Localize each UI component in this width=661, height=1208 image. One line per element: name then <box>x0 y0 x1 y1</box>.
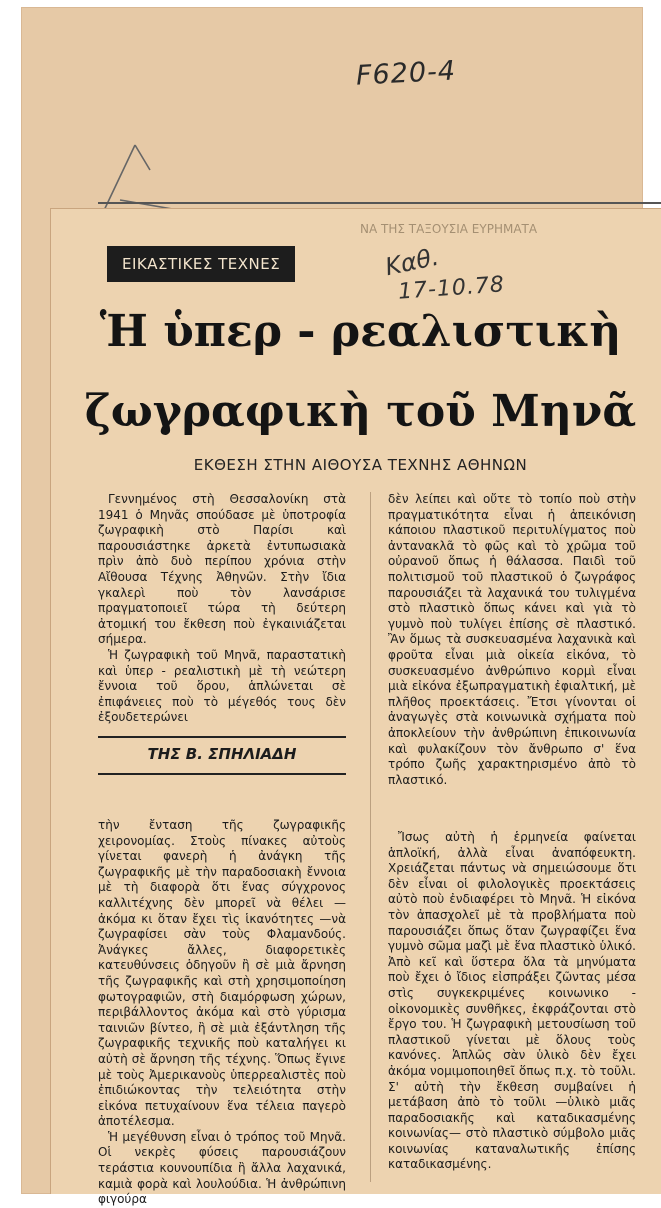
byline-rule-bottom <box>98 773 346 775</box>
faded-header-strip: ΝΑ ΤΗΣ ΤΑΞΟΥΣΙΑ ΕΥΡΗΜΑΤΑ <box>360 222 538 236</box>
handwritten-date: 17-10.78 <box>397 272 506 305</box>
handwritten-source: Καθ. <box>382 242 442 282</box>
paragraph: Ἡ μεγέθυνση εἶναι ὁ τρόπος τοῦ Μηνᾶ. Οἱ νεκρὲς φύσεις παρουσιάζουν τεράστια κουνουπίδια ἢ ἄλλα λαχανικά, καμιὰ φορὰ καὶ λουλούδια. Ἡ ἀνθρώπινη φιγούρα <box>98 1129 346 1207</box>
pencil-rule-line <box>98 202 661 204</box>
byline: ΤΗΣ Β. ΣΠΗΛΙΑΔΗ <box>147 745 297 763</box>
section-label: ΕΙΚΑΣΤΙΚΕΣ ΤΕΧΝΕΣ <box>107 246 295 282</box>
article-column-1 <box>98 492 346 726</box>
headline-line-1: Ἡ ὑπερ - ρεαλιστικὴ <box>99 306 622 357</box>
article-column-4 <box>388 830 636 1173</box>
paragraph: Ἡ ζωγραφικὴ τοῦ Μηνᾶ, παραστατικὴ καὶ ὑπερ - ρεαλιστικὴ μὲ τὴ νεώτερη ἔννοια τοῦ ὅρου, ἁπλώνεται σὲ ἐπιφάνειες ποὺ τὸ μέγεθός τους δὲν ἐξουδετερώνει <box>98 647 346 725</box>
byline-rule-top <box>98 736 346 738</box>
article-column-2 <box>98 818 346 1208</box>
article-column-3 <box>388 492 636 788</box>
headline-line-2: ζωγραφικὴ τοῦ Μηνᾶ <box>84 386 637 437</box>
paragraph: δὲν λείπει καὶ οὔτε τὸ τοπίο ποὺ στὴν πραγματικότητα εἶναι ἡ ἀπεικόνιση κάποιου πλαστικοῦ περιτυλίγματος ποὺ ἀντανακλᾶ τὸ φῶς καὶ τὸ χρῶμα τοῦ οὐρανοῦ ὅπως ἡ θάλασσα. Παιδὶ τοῦ πολιτισμοῦ τοῦ πλαστικοῦ ὁ ζωγράφος παρουσιάζει τὰ λαχανικά του τυλιγμένα στὸ πλαστικὸ ὅπως κάνει καὶ γιὰ τὸ γυμνὸ ποὺ τυλίγει ἐπίσης σὲ πλαστικό. Ἂν ὅμως τὰ συσκευασμένα λαχανικὰ καὶ φροῦτα εἶναι μιὰ οἰκεία εἰκόνα, τὸ συσκευασμένο ἀνθρώπινο κορμὶ εἶναι μιὰ εἰκόνα ἐξωπραγματικὴ ἐφιαλτική, μὲ πλῆθος προεκτάσεις. Ἔτσι γίνονται οἱ ἀναγωγὲς στὰ κοινωνικὰ σχήματα ποὺ ἀποκλείουν τὴν ἀνθρώπινη ἐπικοινωνία καὶ φυλακίζουν τὸν ἄνθρωπο σ' ἕνα τρόπο ζωῆς χαρακτηρισμένο ἀπὸ τὸ πλαστικό. <box>388 492 636 787</box>
paragraph: τὴν ἔνταση τῆς ζωγραφικῆς χειρονομίας. Στοὺς πίνακες αὐτοὺς γίνεται φανερὴ ἡ ἀνάγκη τῆς ζωγραφικῆς μὲ τὴν παραδοσιακὴ ἔννοια μὲ τὴ διαφορὰ ὅτι ἕνας σύγχρονος καλλιτέχνης δὲν μπορεῖ νὰ θέλει —ἀκόμα κι ὅταν ἔχει τὶς ἱκανότητες —νὰ ζωγραφίσει σὰν τοὺς Φλαμανδούς. Ἀνάγκες ἄλλες, διαφορετικὲς κατευθύνσεις ὁδηγοῦν ἢ σὲ μιὰ ἄρνηση τῆς ζωγραφικῆς καὶ στὴ χρησιμοποίηση φωτογραφιῶν, στὴ διαμόρφωση χώρων, περιβάλλοντος ἀκόμα καὶ στὸ γύρισμα ταινιῶν βίντεο, ἢ σὲ μιὰ ἐξάντληση τῆς ζωγραφικῆς τεχνικῆς ποὺ καταλήγει κι αὐτὴ σὲ ἄρνηση τῆς τέχνης. Ὅπως ἔγινε μὲ τοὺς Ἀμερικανοὺς ὑπερρεαλιστὲς ποὺ ἐπιδιώκοντας τὴν τελειότητα στὴν εἰκόνα πετυχαίνουν ἕνα τέλεια παγερὸ ἀποτέλεσμα. <box>98 818 346 1129</box>
column-divider <box>370 492 371 1182</box>
subheadline: ΕΚΘΕΣΗ ΣΤΗΝ ΑΙΘΟΥΣΑ ΤΕΧΝΗΣ ΑΘΗΝΩΝ <box>193 456 528 474</box>
paragraph: Γεννημένος στὴ Θεσσαλονίκη στὰ 1941 ὁ Μηνᾶς σπούδασε μὲ ὑποτροφία ζωγραφικὴ στὸ Παρίσι καὶ παρουσιάστηκε ἀρκετὰ ἐντυπωσιακὰ πρὶν ἀπὸ δυὸ περίπου χρόνια στὴν Αἴθουσα Τέχνης Ἀθηνῶν. Στὴν ἴδια γκαλερὶ ποὺ τὸν λανσάρισε πραγματοποιεῖ τώρα τὴ δεύτερη ἀτομική του ἔκθεση ποὺ ἐγκαινιάζεται σήμερα. <box>98 492 346 647</box>
paragraph: Ἴσως αὐτὴ ἡ ἑρμηνεία φαίνεται ἁπλοϊκή, ἀλλὰ εἶναι ἀναπόφευκτη. Χρειάζεται πάντως νὰ σημειώσουμε ὅτι δὲν εἶναι οἱ φιλολογικὲς προεκτάσεις αὐτὸ ποὺ ἐνδιαφέρει τὸ Μηνᾶ. Ἡ εἰκόνα τὸν ἀπασχολεῖ μὲ τὰ προβλήματα ποὺ παρουσιάζει ὅπως ὅταν ζωγραφίζει ἕνα γυμνὸ σῶμα μαζὶ μὲ ἕνα πλαστικὸ ὑλικό. Ἀπὸ κεῖ καὶ ὕστερα ὅλα τὰ μηνύματα ποὺ ἔχει ὁ ἴδιος εἰσπράξει ζῶντας μέσα στὶς συγκεκριμένες κοινωνικο - οἰκονομικὲς συνθῆκες, ἐκφράζονται στὸ ἔργο του. Ἡ ζωγραφικὴ μετουσίωση τοῦ πλαστικοῦ γίνεται μὲ ὅλους τοὺς κανόνες. Ἁπλῶς σὰν ὑλικὸ δὲν ἔχει ἀκόμα νομιμοποιηθεῖ ὅπως π.χ. τὸ τοῦλι. Σ' αὐτὴ τὴν ἔκθεση συμβαίνει ἡ μετάβαση ἀπὸ τὸ τοῦλι —ὑλικὸ μιᾶς παραδοσιακῆς καὶ καταδικασμένης κοινωνίας— στὸ πλαστικὸ σύμβολο μιᾶς κοινωνίας καταναλωτικῆς ἐπίσης καταδικασμένης. <box>388 830 636 1172</box>
archive-code-handwritten: F620-4 <box>355 55 457 92</box>
